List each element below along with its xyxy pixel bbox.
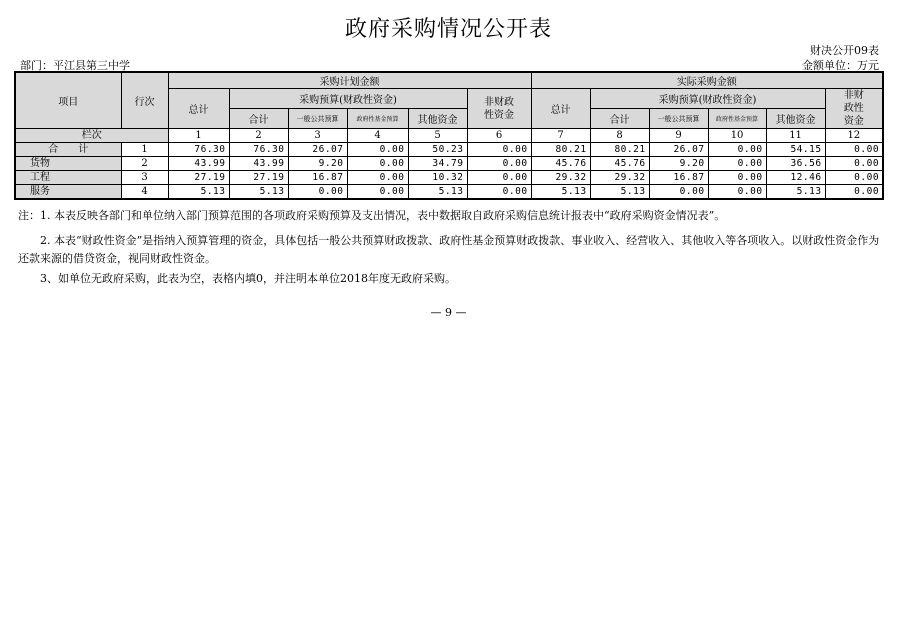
row-number: 3 — [121, 171, 168, 185]
column-number: 5 — [408, 129, 467, 143]
cell-value: 76.30 — [229, 143, 288, 157]
column-number: 6 — [467, 129, 531, 143]
cell-value: 16.87 — [288, 171, 347, 185]
note-3: 3、如单位无政府采购，此表为空，表格内填0，并注明本单位2018年度无政府采购。 — [40, 272, 456, 285]
note-2: 2. 本表“财政性资金”是指纳入预算管理的资金，具体包括一般公共预算财政拨款、政府性基金预算财政拨款、事业收入、经营收入、其他收入等各项收入。以财政性资金作为还款来源的借贷资金，视同财政性资金。 — [18, 234, 880, 265]
cell-value: 0.00 — [347, 143, 408, 157]
cell-value: 26.07 — [649, 143, 708, 157]
header-plan-gov-fund: 政府性基金预算 — [347, 109, 408, 129]
cell-value: 0.00 — [825, 143, 883, 157]
procurement-table — [14, 71, 884, 200]
column-number: 10 — [708, 129, 766, 143]
cell-value: 0.00 — [347, 157, 408, 171]
header-row-no: 行次 — [121, 72, 168, 129]
column-number: 8 — [590, 129, 649, 143]
cell-value: 29.32 — [590, 171, 649, 185]
row-number: 4 — [121, 185, 168, 200]
page-number: — 9 — — [430, 306, 467, 319]
table-row-works — [15, 171, 883, 185]
cell-value: 5.13 — [590, 185, 649, 200]
cell-value: 26.07 — [288, 143, 347, 157]
cell-value: 0.00 — [467, 171, 531, 185]
cell-value: 16.87 — [649, 171, 708, 185]
table-row-total — [15, 143, 883, 157]
row-label: 服务 — [15, 185, 121, 200]
cell-value: 0.00 — [708, 185, 766, 200]
cell-value: 0.00 — [649, 185, 708, 200]
cell-value: 76.30 — [168, 143, 229, 157]
cell-value: 9.20 — [288, 157, 347, 171]
column-number-row — [15, 129, 883, 143]
header-actual-other: 其他资金 — [766, 109, 825, 129]
cell-value: 45.76 — [590, 157, 649, 171]
amount-unit: 金额单位：万元 — [802, 59, 879, 72]
cell-value: 5.13 — [408, 185, 467, 200]
header-plan-budget-group: 采购预算(财政性资金) — [229, 89, 467, 109]
header-actual-total: 总计 — [531, 89, 590, 129]
cell-value: 12.46 — [766, 171, 825, 185]
column-number: 7 — [531, 129, 590, 143]
cell-value: 45.76 — [531, 157, 590, 171]
cell-value: 0.00 — [825, 157, 883, 171]
cell-value: 0.00 — [708, 157, 766, 171]
header-actual-group: 实际采购金额 — [531, 72, 883, 89]
header-actual-non-fiscal: 非财政性资金 — [825, 89, 883, 129]
row-label: 合 计 — [15, 143, 121, 157]
column-number: 3 — [288, 129, 347, 143]
header-plan-other: 其他资金 — [408, 109, 467, 129]
header-actual-gov-fund: 政府性基金预算 — [708, 109, 766, 129]
cell-value: 50.23 — [408, 143, 467, 157]
form-number: 财决公开09表 — [810, 44, 879, 57]
header-plan-non-fiscal: 非财政性资金 — [467, 89, 531, 129]
row-label: 货物 — [15, 157, 121, 171]
header-plan-general-budget: 一般公共预算 — [288, 109, 347, 129]
column-number: 12 — [825, 129, 883, 143]
cell-value: 5.13 — [229, 185, 288, 200]
cell-value: 27.19 — [168, 171, 229, 185]
column-number: 11 — [766, 129, 825, 143]
department-label: 部门：平江县第三中学 — [20, 59, 130, 72]
note-1: 注：1. 本表反映各部门和单位纳入部门预算范围的各项政府采购预算及支出情况，表中数据取自政府采购信息统计报表中“政府采购资金情况表”。 — [18, 209, 726, 222]
row-label: 工程 — [15, 171, 121, 185]
column-number: 9 — [649, 129, 708, 143]
cell-value: 5.13 — [168, 185, 229, 200]
cell-value: 10.32 — [408, 171, 467, 185]
table-row-goods — [15, 157, 883, 171]
header-plan-total: 总计 — [168, 89, 229, 129]
cell-value: 0.00 — [825, 171, 883, 185]
header-plan-group: 采购计划金额 — [168, 72, 531, 89]
cell-value: 0.00 — [708, 171, 766, 185]
cell-value: 80.21 — [531, 143, 590, 157]
header-actual-general-budget: 一般公共预算 — [649, 109, 708, 129]
cell-value: 0.00 — [467, 157, 531, 171]
row-number: 2 — [121, 157, 168, 171]
cell-value: 34.79 — [408, 157, 467, 171]
cell-value: 36.56 — [766, 157, 825, 171]
column-number: 4 — [347, 129, 408, 143]
cell-value: 5.13 — [531, 185, 590, 200]
cell-value: 0.00 — [467, 185, 531, 200]
cell-value: 29.32 — [531, 171, 590, 185]
cell-value: 0.00 — [288, 185, 347, 200]
cell-value: 9.20 — [649, 157, 708, 171]
table-row-services — [15, 185, 883, 200]
header-item: 项目 — [15, 72, 121, 129]
page-title: 政府采购情况公开表 — [344, 17, 552, 42]
cell-value: 0.00 — [347, 185, 408, 200]
cell-value: 0.00 — [467, 143, 531, 157]
cell-value: 54.15 — [766, 143, 825, 157]
row-number: 1 — [121, 143, 168, 157]
cell-value: 80.21 — [590, 143, 649, 157]
cell-value: 0.00 — [347, 171, 408, 185]
column-number: 1 — [168, 129, 229, 143]
cell-value: 43.99 — [168, 157, 229, 171]
cell-value: 43.99 — [229, 157, 288, 171]
cell-value: 27.19 — [229, 171, 288, 185]
cell-value: 0.00 — [708, 143, 766, 157]
cell-value: 0.00 — [825, 185, 883, 200]
header-plan-subtotal: 合计 — [229, 109, 288, 129]
column-number: 2 — [229, 129, 288, 143]
header-actual-budget-group: 采购预算(财政性资金) — [590, 89, 825, 109]
cell-value: 5.13 — [766, 185, 825, 200]
header-actual-subtotal: 合计 — [590, 109, 649, 129]
column-number-label: 栏次 — [15, 129, 168, 143]
